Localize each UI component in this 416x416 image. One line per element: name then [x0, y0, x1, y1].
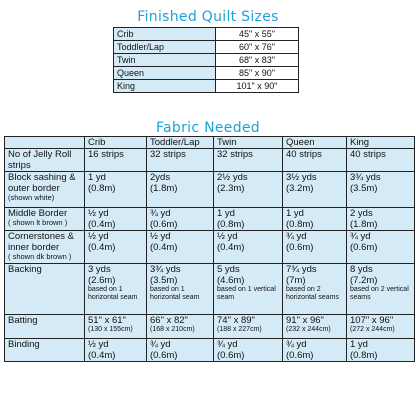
cell-metric: (272 x 244cm) — [350, 326, 395, 333]
cell-main: 3¾ yds — [350, 172, 381, 183]
cell-metric: (3.2m) — [286, 183, 314, 194]
table-cell — [85, 231, 147, 264]
cell-metric: (0.6m) — [217, 350, 245, 361]
table-cell — [347, 339, 415, 362]
table-cell — [85, 264, 147, 315]
cell-metric: (2.6m) — [88, 275, 116, 286]
column-header: King — [347, 137, 415, 149]
cell-metric: (0.4m) — [88, 350, 116, 361]
size-value: 45" x 55" — [216, 28, 299, 41]
table-row — [114, 67, 299, 80]
cell-metric: (3.5m) — [150, 275, 178, 286]
column-header: Queen — [283, 137, 347, 149]
cell-main: ¾ yd — [150, 208, 171, 219]
cell-main: 2yds — [150, 172, 171, 183]
size-name: King — [114, 80, 216, 93]
table-cell — [147, 172, 214, 208]
cell-metric: (0.8m) — [286, 219, 314, 230]
cell-main: ¾ yd — [217, 339, 238, 350]
cell-metric: (130 x 155cm) — [88, 326, 133, 333]
row-label: Middle Border — [8, 208, 68, 219]
table-cell — [283, 172, 347, 208]
table-cell — [85, 315, 147, 339]
cell-metric: (0.6m) — [150, 219, 178, 230]
cell-main: 51" x 61" — [88, 315, 126, 326]
cell-main: ¾ yd — [350, 231, 371, 242]
cell-metric: (168 x 210cm) — [150, 326, 195, 333]
cell-metric: (232 x 244cm) — [286, 326, 331, 333]
table-cell — [85, 172, 147, 208]
table-cell — [347, 264, 415, 315]
row-label: Binding — [5, 339, 85, 362]
cell-metric: (0.6m) — [286, 242, 314, 253]
size-value: 101" x 90" — [216, 80, 299, 93]
cell-main: ¾ yd — [286, 339, 307, 350]
column-header: Toddler/Lap — [147, 137, 214, 149]
cell-main: ½ yd — [150, 231, 171, 242]
table-row — [5, 231, 415, 264]
table-row — [5, 315, 415, 339]
cell-main: ¾ yd — [286, 231, 307, 242]
size-name: Crib — [114, 28, 216, 41]
cell-main: 5 yds — [217, 264, 240, 275]
table-cell: 32 strips — [147, 149, 214, 172]
cell-main: 1 yd — [350, 339, 368, 350]
table-row — [114, 80, 299, 93]
cell-main: ½ yd — [217, 231, 238, 242]
cell-main: 3¾ yds — [150, 264, 181, 275]
table-cell: 32 strips — [214, 149, 283, 172]
row-label-cell — [5, 172, 85, 208]
table-cell — [347, 315, 415, 339]
row-label: Block sashing & outer border — [8, 172, 76, 194]
table-cell: 40 strips — [283, 149, 347, 172]
size-name: Twin — [114, 54, 216, 67]
size-name: Queen — [114, 67, 216, 80]
finished-sizes-table — [113, 27, 299, 93]
row-label-cell — [5, 208, 85, 231]
table-cell — [283, 339, 347, 362]
cell-main: 7¾ yds — [286, 264, 317, 275]
table-cell — [283, 231, 347, 264]
cell-main: 2 yds — [350, 208, 373, 219]
row-label-cell — [5, 231, 85, 264]
finished-sizes-title: Finished Quilt Sizes — [137, 9, 279, 25]
table-cell — [283, 264, 347, 315]
cell-main: 2½ yds — [217, 172, 248, 183]
table-cell — [214, 339, 283, 362]
table-cell — [347, 208, 415, 231]
table-cell — [214, 264, 283, 315]
table-row — [5, 264, 415, 315]
row-label: Batting — [5, 315, 85, 339]
cell-metric: (3.5m) — [350, 183, 378, 194]
cell-metric: (0.8m) — [217, 219, 245, 230]
fabric-needed-table — [4, 136, 415, 362]
cell-metric: (188 x 227cm) — [217, 326, 262, 333]
cell-note: based on 1 horizontal seam — [150, 286, 200, 301]
cell-main: ¾ yd — [150, 339, 171, 350]
cell-main: 107" x 96" — [350, 315, 394, 326]
cell-metric: (7m) — [286, 275, 306, 286]
cell-main: 1 yd — [217, 208, 235, 219]
size-value: 68" x 83" — [216, 54, 299, 67]
table-cell — [283, 315, 347, 339]
cell-metric: (1.8m) — [350, 219, 378, 230]
table-cell — [85, 208, 147, 231]
size-value: 60" x 76" — [216, 41, 299, 54]
cell-main: 3½ yds — [286, 172, 317, 183]
table-row — [5, 149, 415, 172]
table-row — [114, 41, 299, 54]
header-corner — [5, 137, 85, 149]
cell-metric: (0.4m) — [150, 242, 178, 253]
cell-metric: (0.4m) — [217, 242, 245, 253]
table-cell — [214, 172, 283, 208]
cell-metric: (7.2m) — [350, 275, 378, 286]
table-row — [5, 339, 415, 362]
cell-metric: (4.6m) — [217, 275, 245, 286]
table-cell — [347, 172, 415, 208]
table-cell: 40 strips — [347, 149, 415, 172]
table-cell — [147, 208, 214, 231]
cell-main: 1 yd — [88, 172, 106, 183]
row-note: (shown white) — [8, 193, 55, 202]
size-value: 85" x 90" — [216, 67, 299, 80]
cell-metric: (0.4m) — [88, 242, 116, 253]
cell-metric: (0.6m) — [350, 242, 378, 253]
table-cell — [147, 264, 214, 315]
table-row — [5, 172, 415, 208]
cell-main: 66" x 82" — [150, 315, 188, 326]
cell-metric: (0.8m) — [88, 183, 116, 194]
table-cell — [147, 231, 214, 264]
row-label: No of Jelly Roll strips — [5, 149, 85, 172]
table-row — [114, 28, 299, 41]
table-cell — [347, 231, 415, 264]
cell-note: based on 1 horizontal seam — [88, 286, 138, 301]
column-header: Twin — [214, 137, 283, 149]
cell-note: based on 2 horizontal seams — [286, 286, 339, 301]
row-note: ( shown dk brown ) — [8, 252, 72, 261]
table-header-row — [5, 137, 415, 149]
table-cell — [214, 315, 283, 339]
cell-main: 8 yds — [350, 264, 373, 275]
fabric-needed-title: Fabric Needed — [155, 120, 260, 136]
cell-metric: (0.8m) — [350, 350, 378, 361]
cell-metric: (0.6m) — [286, 350, 314, 361]
table-row — [114, 54, 299, 67]
row-note: ( shown lt brown ) — [8, 218, 68, 227]
table-row — [5, 208, 415, 231]
table-cell: 16 strips — [85, 149, 147, 172]
cell-main: ½ yd — [88, 339, 109, 350]
cell-main: 3 yds — [88, 264, 111, 275]
table-cell — [283, 208, 347, 231]
cell-note: based on 1 vertical seam — [217, 286, 276, 301]
cell-metric: (0.6m) — [150, 350, 178, 361]
table-cell — [147, 339, 214, 362]
table-cell — [214, 231, 283, 264]
size-name: Toddler/Lap — [114, 41, 216, 54]
table-cell — [214, 208, 283, 231]
cell-note: based on 2 vertical seams — [350, 286, 409, 301]
column-header: Crib — [85, 137, 147, 149]
row-label: Backing — [5, 264, 85, 315]
cell-metric: (0.4m) — [88, 219, 116, 230]
cell-metric: (1.8m) — [150, 183, 178, 194]
table-cell — [147, 315, 214, 339]
cell-main: 1 yd — [286, 208, 304, 219]
cell-main: 91" x 96" — [286, 315, 324, 326]
cell-main: ½ yd — [88, 208, 109, 219]
cell-metric: (2.3m) — [217, 183, 245, 194]
table-cell — [85, 339, 147, 362]
cell-main: 74" x 89" — [217, 315, 255, 326]
cell-main: ½ yd — [88, 231, 109, 242]
row-label: Cornerstones & inner border — [8, 231, 75, 253]
